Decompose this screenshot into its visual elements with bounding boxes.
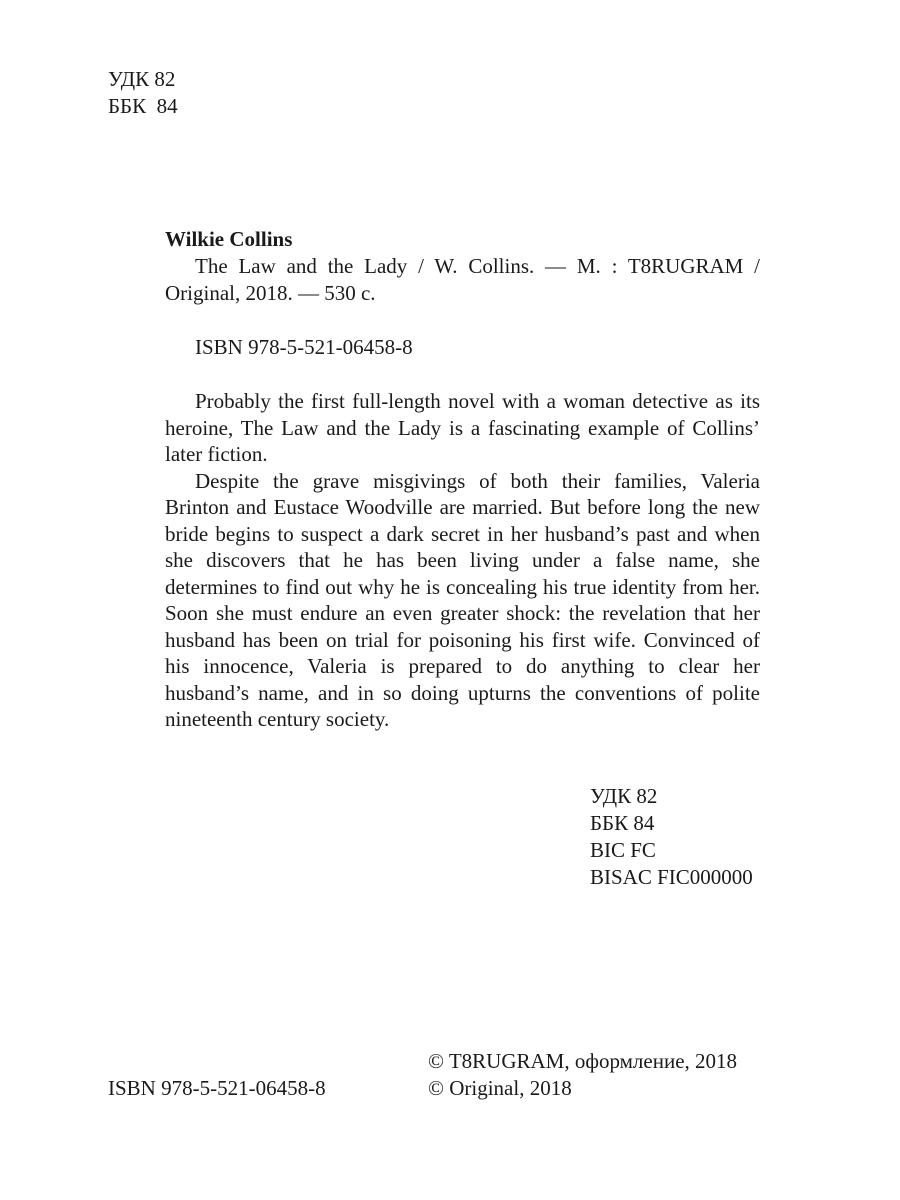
annotation xyxy=(165,388,760,733)
bisac-code: BISAC FIC000000 xyxy=(590,865,753,889)
bbk-code: ББК 84 xyxy=(590,811,655,835)
top-classification-codes xyxy=(108,66,178,120)
bottom-classification-codes xyxy=(590,783,753,891)
author-name: Wilkie Collins xyxy=(165,227,293,251)
catalog-entry xyxy=(165,226,760,733)
udk-code: УДК 82 xyxy=(590,784,658,808)
copyright-original: © Original, 2018 xyxy=(428,1076,572,1100)
udk-code: УДК 82 xyxy=(108,67,176,91)
copyright-design: © T8RUGRAM, оформление, 2018 xyxy=(428,1049,738,1073)
bic-code: BIC FC xyxy=(590,838,656,862)
footer-isbn: ISBN 978-5-521-06458-8 xyxy=(108,1076,326,1100)
copyright-notices xyxy=(428,1048,737,1102)
bibliographic-citation: The Law and the Lady / W. Collins. — M. : T8RUGRAM / Original, 2018. — 530 c. xyxy=(165,254,760,305)
bbk-code: ББК 84 xyxy=(108,94,178,118)
annotation-paragraph: Despite the grave misgivings of both their families, Valeria Brinton and Eustace Woodville are married. But before long the new bride begins to suspect a dark secret in her husband’s past and when she discovers that he has been living under a false name, she determines to find out why he is concealing his true identity from her. Soon she must endure an even greater shock: the revelation that her husband has been on trial for poisoning his first wife. Convinced of his innocence, Valeria is prepared to do anything to clear her husband’s name, and in so doing upturns the conventions of polite nineteenth century society. xyxy=(165,468,760,731)
annotation-paragraph: Probably the first full-length novel with a woman detective as its heroine, The Law and the Lady is a fascinating example of Collins’ later fiction. xyxy=(165,389,760,466)
isbn-line: ISBN 978-5-521-06458-8 xyxy=(195,335,413,359)
